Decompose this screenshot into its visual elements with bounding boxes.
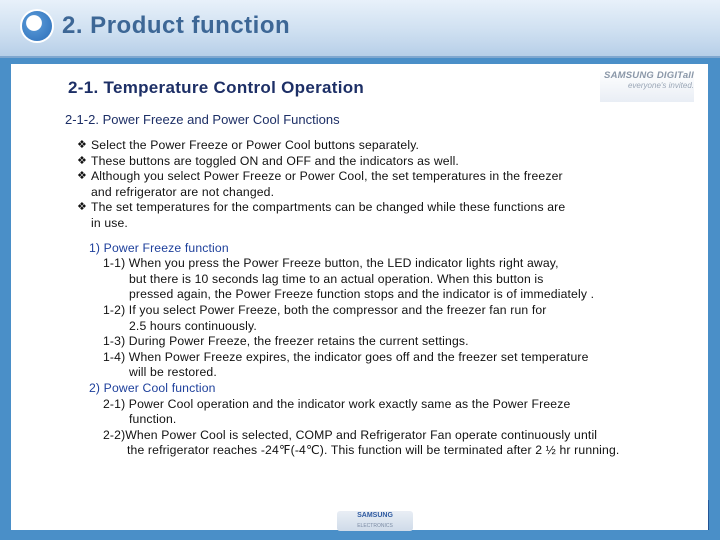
list-item: 2-2)When Power Cool is selected, COMP and Refrigerator Fan operate continuously until [103,427,598,442]
samsung-digitall-logo [600,70,694,102]
content-panel [11,64,708,530]
bullet-item: ❖ The set temperatures for the compartments can be changed while these functions are [77,200,566,215]
header-bar [0,0,720,58]
diamond-bullet-icon: ❖ [77,170,88,183]
list-item: the refrigerator reaches -24℉(-4℃). This function will be terminated after 2 ½ hr running. [127,443,620,458]
list-item: 1-1) When you press the Power Freeze button, the LED indicator lights right away, [103,256,559,271]
list-item: 1-3) During Power Freeze, the freezer retains the current settings. [103,334,469,349]
list-item: 1-4) When Power Freeze expires, the indicator goes off and the freezer set temperature [103,349,589,364]
footer-sub: ELECTRONICS [357,523,393,529]
body-text [77,138,697,459]
header-bullet-icon [22,11,52,41]
diamond-bullet-icon: ❖ [77,139,88,151]
bullet-item: ❖ Select the Power Freeze or Power Cool buttons separately. [77,138,420,152]
list-item: will be restored. [129,365,217,380]
footer-brand: SAMSUNG [357,512,393,519]
list-item: function. [129,412,177,427]
bullet-continuation: and refrigerator are not changed. [91,184,275,199]
bullet-continuation: in use. [91,215,128,230]
bullet-item: ❖ These buttons are toggled ON and OFF and the indicators as well. [77,153,459,168]
samsung-electronics-logo [337,511,413,531]
logo-tagline: everyone's invited. [627,81,694,90]
list-item: 2-1) Power Cool operation and the indicator work exactly same as the Power Freeze [103,396,571,411]
page-title: 2. Product function [62,12,291,39]
list-item: 2.5 hours continuously. [129,318,257,333]
diamond-bullet-icon: ❖ [77,201,88,214]
power-cool-heading: 2) Power Cool function [89,380,216,395]
spacer [77,232,697,241]
section-title: 2-1. Temperature Control Operation [68,78,365,97]
list-item: pressed again, the Power Freeze function stops and the indicator is of immediately . [129,287,595,302]
list-item: 1-2) If you select Power Freeze, both the compressor and the freezer fan run for [103,302,547,317]
power-freeze-heading: 1) Power Freeze function [89,240,229,255]
diamond-bullet-icon: ❖ [77,154,88,167]
page-number: 21 [671,453,686,468]
subsection-title: 2-1-2. Power Freeze and Power Cool Functions [65,112,340,127]
list-item: but there is 10 seconds lag time to an actual operation. When this button is [129,271,544,286]
logo-brand: SAMSUNG DIGITall [604,70,694,81]
bullet-item: ❖ Although you select Power Freeze or Power Cool, the set temperatures in the freezer [77,169,563,184]
